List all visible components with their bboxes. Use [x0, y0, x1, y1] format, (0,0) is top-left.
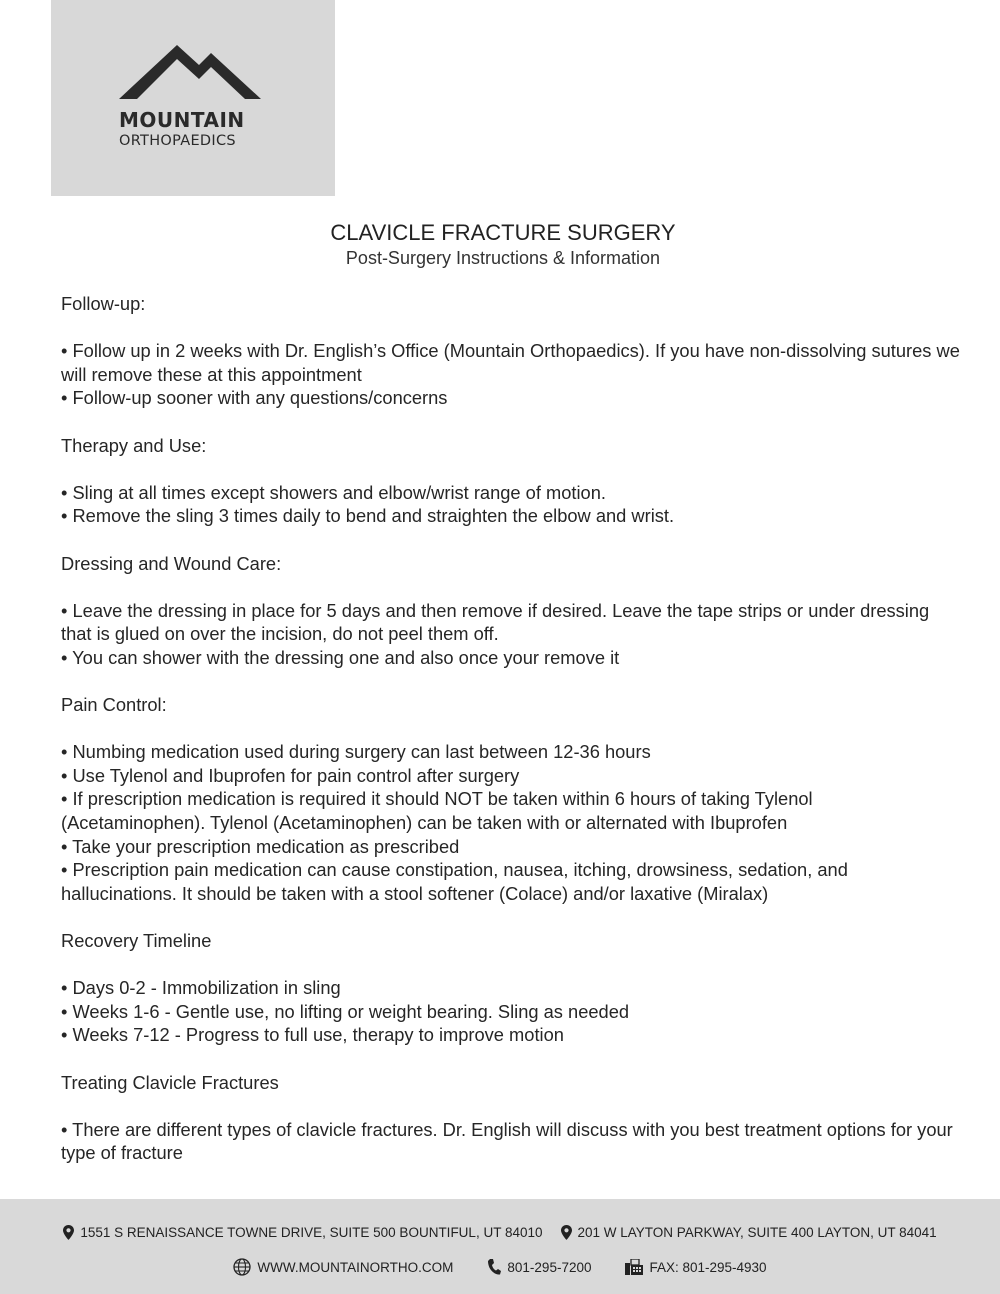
mountain-logo-icon [119, 43, 261, 103]
fax-icon [625, 1259, 643, 1275]
section-heading-pain-control: Pain Control: [61, 694, 167, 716]
address-bountiful [63, 1225, 542, 1240]
logo-block [51, 0, 335, 196]
footer-contacts [0, 1258, 1000, 1276]
website-text[interactable]: WWW.MOUNTAINORTHO.COM [257, 1259, 454, 1275]
list-item: • Take your prescription medication as prescribed [61, 835, 460, 857]
list-item: • Follow up in 2 weeks with Dr. English’s Office (Mountain Orthopaedics). If you have non-dissolving sutures we will remove these at this appointment [61, 340, 960, 385]
section-heading-follow-up: Follow-up: [61, 293, 146, 314]
list-item: • Leave the dressing in place for 5 days and then remove if desired. Leave the tape strips or under dressing that is glued on over the incision, do not peel them off. [61, 599, 930, 645]
list-item: • Remove the sling 3 times daily to bend and straighten the elbow and wrist. [61, 505, 675, 527]
location-pin-icon [561, 1225, 572, 1240]
section-heading-therapy: Therapy and Use: [61, 434, 207, 456]
phone[interactable] [487, 1258, 591, 1276]
logo-name: MOUNTAIN [119, 108, 245, 132]
footer-addresses [0, 1225, 1000, 1240]
list-item: • Prescription pain medication can cause constipation, nausea, itching, drowsiness, sedation, and hallucinations. It should be taken with a stool softener (Colace) and/or laxative (Miralax) [61, 859, 848, 904]
location-pin-icon [63, 1225, 74, 1240]
instructions-body [61, 292, 961, 1165]
phone-icon [487, 1258, 501, 1276]
list-item: • Days 0-2 - Immobilization in sling [61, 977, 341, 999]
section-heading-treating: Treating Clavicle Fractures [61, 1071, 279, 1093]
list-item: • Numbing medication used during surgery can last between 12-36 hours [61, 741, 651, 763]
globe-icon [233, 1258, 251, 1276]
fax-text: FAX: 801-295-4930 [649, 1259, 767, 1275]
list-item: • Follow-up sooner with any questions/concerns [61, 387, 448, 409]
address-layton [561, 1225, 937, 1240]
list-item: • You can shower with the dressing one and also once your remove it [61, 646, 620, 668]
address-text: 1551 S RENAISSANCE TOWNE DRIVE, SUITE 500 BOUNTIFUL, UT 84010 [80, 1225, 543, 1240]
list-item: • Sling at all times except showers and elbow/wrist range of motion. [61, 481, 606, 503]
section-heading-dressing: Dressing and Wound Care: [61, 552, 282, 574]
section-heading-recovery-timeline: Recovery Timeline [61, 930, 212, 952]
website[interactable] [233, 1258, 453, 1276]
logo-subtitle: ORTHOPAEDICS [119, 133, 236, 149]
list-item: • Weeks 7-12 - Progress to full use, therapy to improve motion [61, 1024, 564, 1046]
list-item: • If prescription medication is required it should NOT be taken within 6 hours of taking Tylenol (Acetaminophen). Tylenol (Acetaminophen) can be taken with or alternated with Ibuprofen [61, 788, 813, 834]
list-item: • Use Tylenol and Ibuprofen for pain control after surgery [61, 764, 520, 786]
document-subtitle: Post-Surgery Instructions & Information [345, 248, 661, 268]
address-text: 201 W LAYTON PARKWAY, SUITE 400 LAYTON, UT 84041 [577, 1225, 937, 1240]
list-item: • There are different types of clavicle fractures. Dr. English will discuss with you best treatment options for your type of fracture [61, 1118, 953, 1164]
phone-text[interactable]: 801-295-7200 [507, 1259, 592, 1275]
document-title: CLAVICLE FRACTURE SURGERY [330, 220, 676, 245]
footer [0, 1199, 1000, 1294]
fax [625, 1259, 766, 1275]
list-item: • Weeks 1-6 - Gentle use, no lifting or weight bearing. Sling as needed [61, 1000, 630, 1022]
